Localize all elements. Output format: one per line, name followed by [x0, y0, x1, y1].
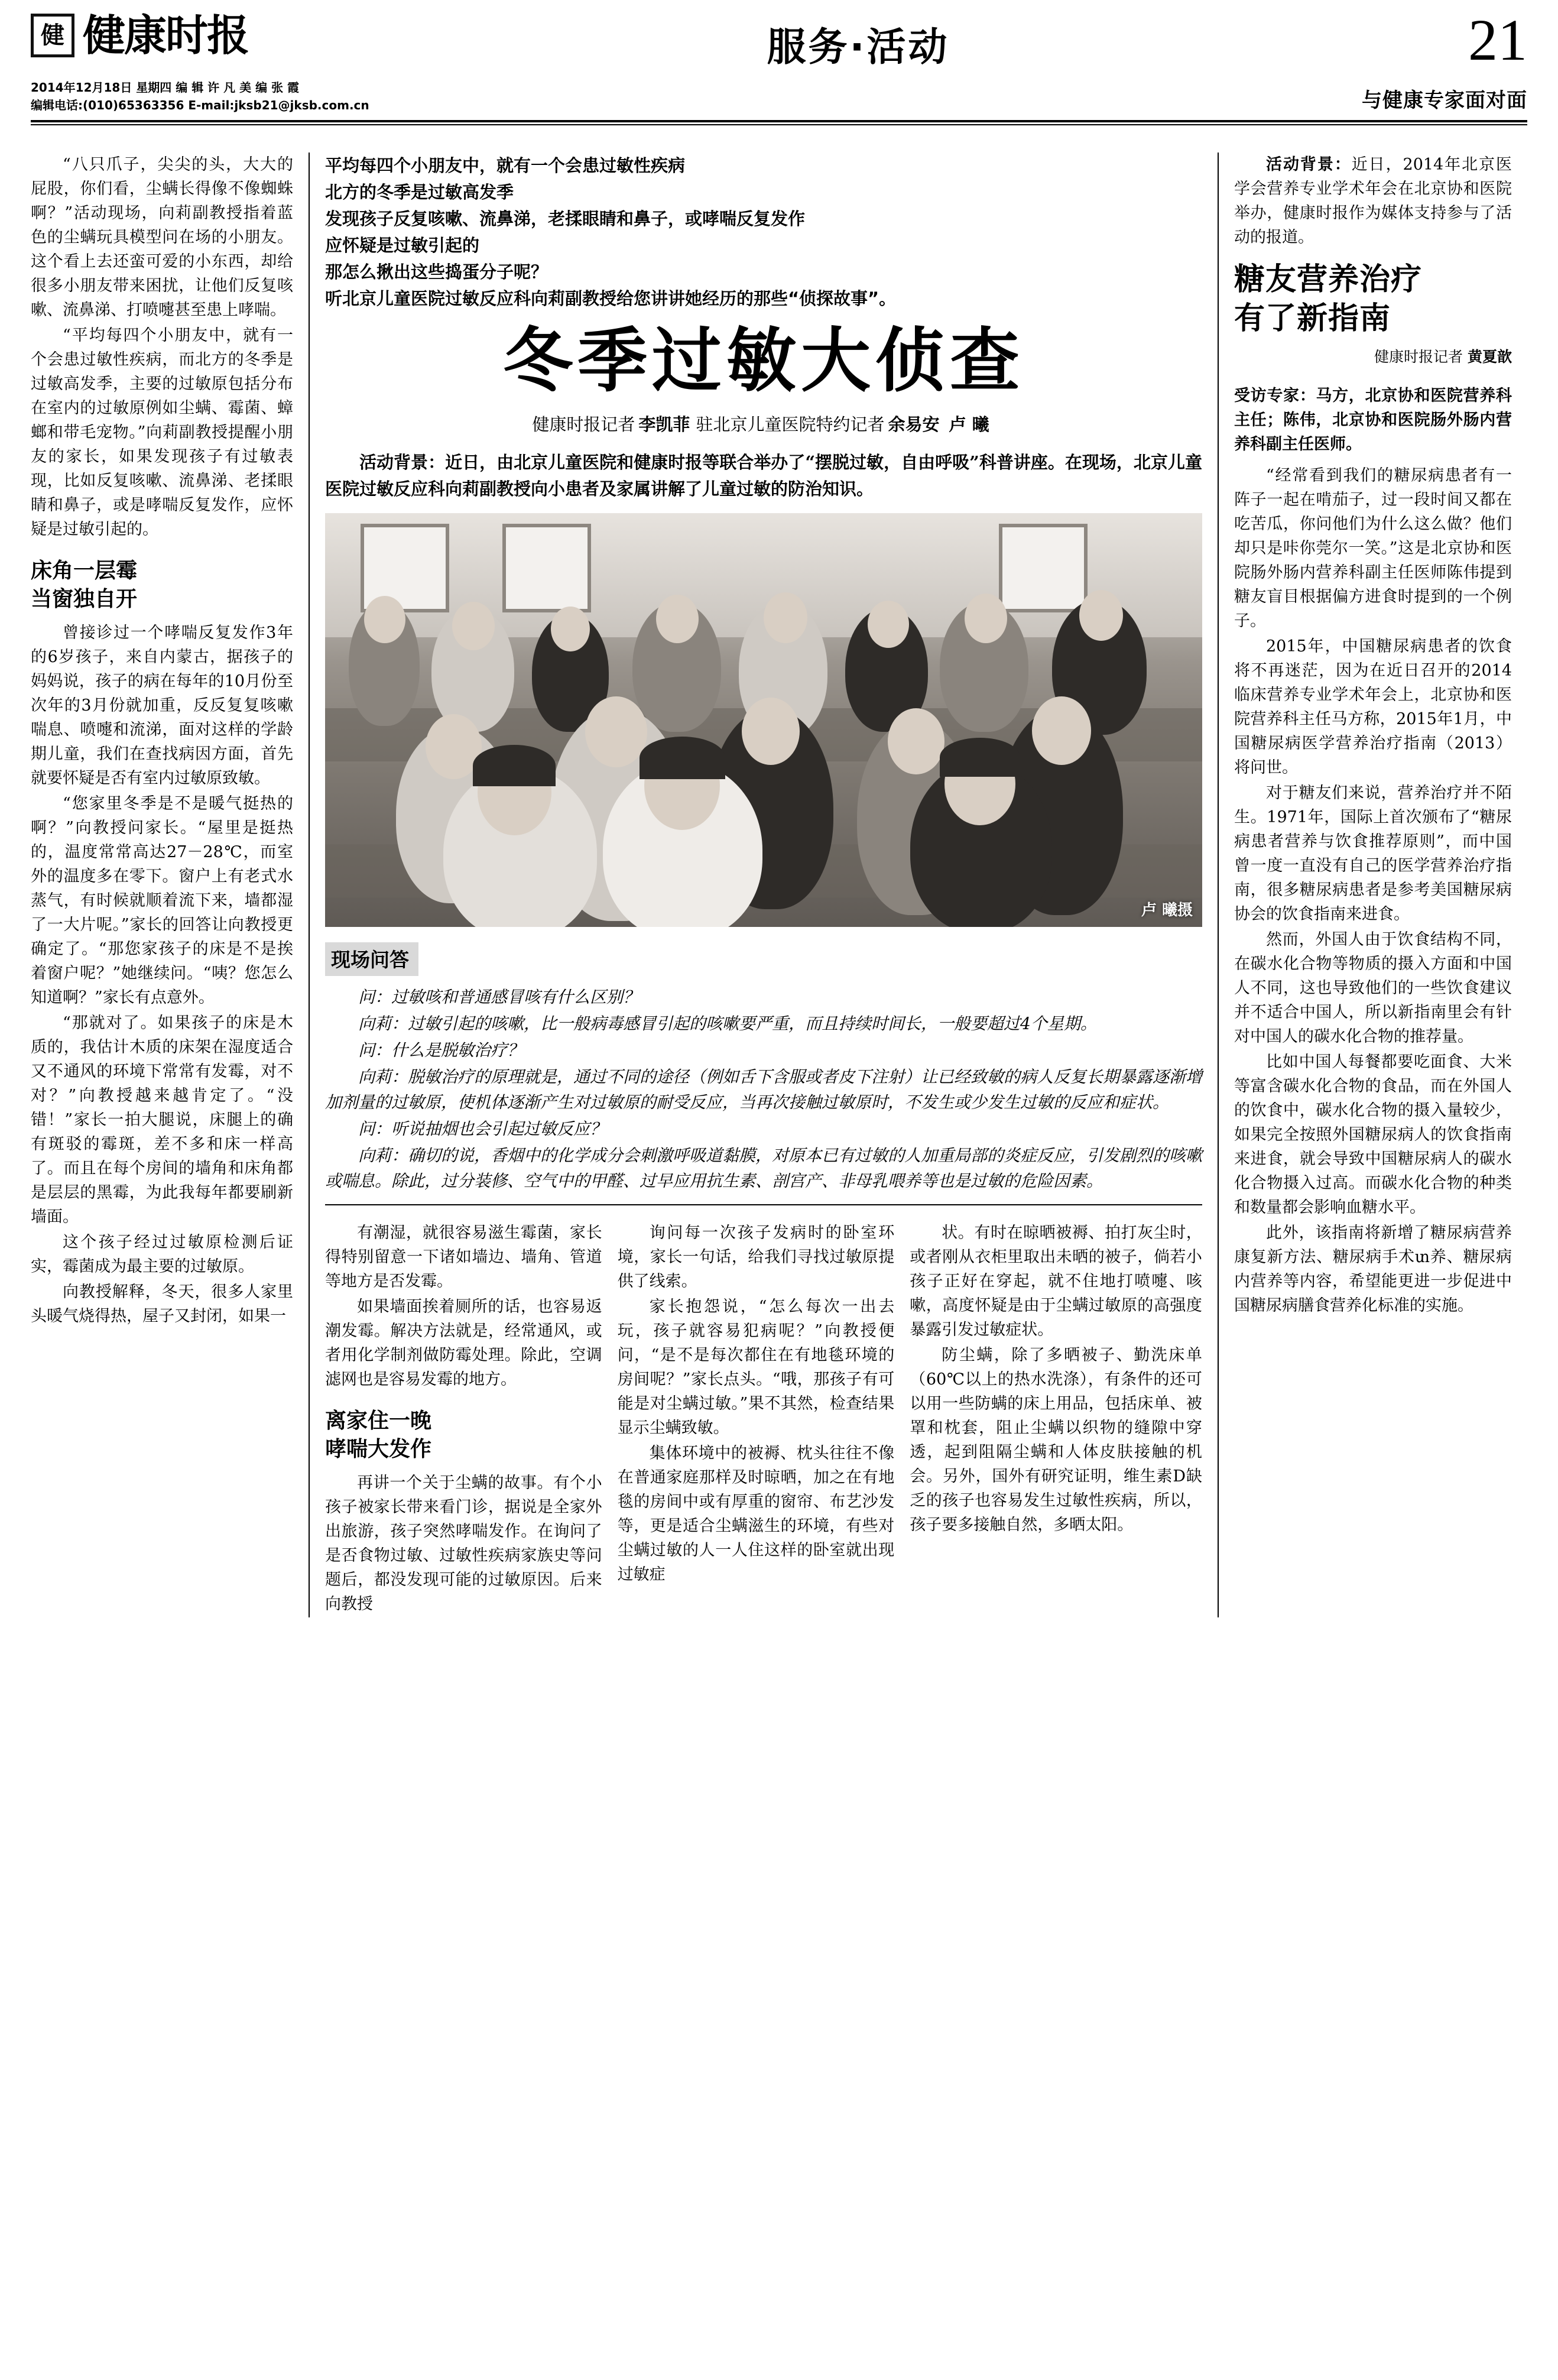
continuation-subheading [325, 1407, 602, 1464]
left-paragraph: “那就对了。如果孩子的床是木质的，我估计木质的床架在湿度适合又不通风的环境下常常有发霉，对不对？”向教授越来越肯定了。“没错！”家长一拍大腿说，床腿上的确有斑驳的霉斑，差不多和床一样高了。而且在每个房间的墙角和床角都是层层的黑霉，为此我每年都要刷新墙面。 [31, 1014, 293, 1226]
article-deck [325, 153, 1202, 312]
continuation-paragraph: 再讲一个关于尘螨的故事。有个小孩子被家长带来看门诊，据说是全家外出旅游，孩子突然哮喘发作。在询问了是否食物过敏、过敏性疾病家族史等问题后，都没发现可能的过敏原因。后来向教授 [325, 1474, 602, 1613]
left-paragraph: “平均每四个小朋友中，就有一个会患过敏性疾病，而北方的冬季是过敏高发季，主要的过敏原包括分布在室内的过敏原例如尘螨、霉菌、蟑螂和带毛宠物。”向莉副教授提醒小朋友的家长，如果发现孩子有过敏表现，比如反复咳嗽、流鼻涕、老揉眼睛和鼻子，或是哮喘反复发作，应怀疑是过敏引起的。 [31, 326, 293, 539]
qa-section-heading: 现场问答 [325, 942, 418, 976]
main-article [309, 153, 1219, 1617]
continuation-paragraph: 状。有时在晾晒被褥、拍打灰尘时，或者刚从衣柜里取出未晒的被子，倘若小孩子正好在穿起，就不住地打喷嚏、咳嗽，高度怀疑是由于尘螨过敏原的高强度暴露引发过敏症状。 [910, 1224, 1202, 1339]
sidebar-paragraph: 比如中国人每餐都要吃面食、大米等富含碳水化合物的食品，而在外国人的饮食中，碳水化合物的摄入量较少，如果完全按照外国糖尿病人的饮食指南来进食，就会导致中国糖尿病人的碳水化合物摄入过高。而碳水化合物的种类和数量都会影响血糖水平。 [1234, 1053, 1512, 1217]
sidebar-lede-label: 活动背景： [1266, 155, 1352, 174]
masthead [0, 0, 1558, 137]
right-column [1219, 153, 1512, 1617]
sidebar-expert [1234, 384, 1512, 456]
left-paragraph: 这个孩子经过过敏原检测后证实，霉菌成为最主要的过敏原。 [31, 1233, 293, 1276]
masthead-rule [31, 120, 1527, 122]
continuation-subheading-line1: 离家住一晚 [325, 1409, 432, 1433]
left-paragraph: “八只爪子，尖尖的头，大大的屁股，你们看，尘螨长得像不像蜘蛛啊？”活动现场，向莉副教授指着蓝色的尘螨玩具模型问在场的小朋友。这个看上去还蛮可爱的小东西，却给很多小朋友带来困扰，让他们反复咳嗽、流鼻涕、打喷嚏甚至患上哮喘。 [31, 155, 293, 319]
continuation-column-1 [325, 1221, 618, 1617]
masthead-bottom-row [31, 79, 1527, 114]
sidebar-headline [1234, 260, 1512, 338]
sidebar-lede-text: 近日，2014年北京医学会营养专业学术年会在北京协和医院举办，健康时报作为媒体支持参与了活动的报道。 [1234, 155, 1512, 247]
photo-person-head [868, 601, 909, 648]
photo-person-head [656, 595, 699, 643]
left-column [31, 153, 309, 1617]
left-paragraph: “您家里冬季是不是暖气挺热的啊？”向教授问家长。“屋里是挺热的，温度常常高达27－28℃，而室外的温度多在零下。窗户上有老式水蒸气，有时候就顺着流下来，墙都湿了一大片呢。”家长的回答让向教授更确定了。“那您家孩子的床是不是挨着窗户呢？”她继续问。“咦？您怎么知道啊？”家长有点意外。 [31, 795, 293, 1007]
byline-author-3: 卢 曦 [949, 414, 989, 435]
issue-date-editors: 2014年12月18日 星期四 编 辑 许 凡 美 编 张 霞 [31, 80, 299, 95]
deck-line: 发现孩子反复咳嗽、流鼻涕，老揉眼睛和鼻子，或哮喘反复发作 [325, 209, 806, 229]
sidebar-paragraph: 此外，该指南将新增了糖尿病营养康复新方法、糖尿病手术տ养、糖尿病内营养等内容，希望能更进一步促进中国糖尿病膳食营养化标准的实施。 [1234, 1224, 1512, 1315]
left-paragraph: 曾接诊过一个哮喘反复发作3年的6岁孩子，来自内蒙古，据孩子的妈妈说，孩子的病在每年的10月份至次年的3月份就加重，反反复复咳嗽喘息、喷嚏和流涕，面对这样的学龄期儿童，我们在查找病因方面，首先就要怀疑是否有室内过敏原致敏。 [31, 624, 293, 787]
photo-person-head [551, 607, 590, 651]
photo-window [999, 524, 1088, 612]
deck-line: 北方的冬季是过敏高发季 [325, 182, 514, 202]
section-title: 服务·活动 [767, 24, 950, 70]
sidebar-byline [1234, 346, 1512, 368]
article-photo [325, 513, 1202, 927]
sidebar-paragraph: 对于糖友们来说，营养治疗并不陌生。1971年，国际上首次颁布了“糖尿病患者营养与饮食推荐原则”，而中国曾一度一直没有自己的医学营养治疗指南，很多糖尿病患者是参考美国糖尿病协会的饮食指南来进食。 [1234, 784, 1512, 923]
editor-contact: 编辑电话:(010)65363356 E-mail:jksb21@jksb.com.cn [31, 98, 369, 112]
continuation-paragraph: 有潮湿，就很容易滋生霉菌，家长得特别留意一下诸如墙边、墙角、管道等地方是否发霉。 [325, 1224, 602, 1290]
photo-person-head [742, 698, 800, 765]
sidebar-byline-label: 健康时报记者 [1374, 348, 1463, 365]
continuation-paragraph: 家长抱怨说，“怎么每次一出去玩，孩子就容易犯病呢？”向教授便问，“是不是每次都住在有地毯环境的房间呢？”家长点头。“哦，那孩子有可能是对尘螨过敏。”果不其然，检查结果显示尘螨致敏。 [617, 1298, 895, 1437]
left-paragraph: 向教授解释，冬天，很多人家里头暖气烧得热，屋子又封闭，如果一 [31, 1283, 293, 1325]
deck-line: 那怎么揪出这些捣蛋分子呢？ [325, 262, 548, 282]
article-byline [325, 413, 1202, 436]
photo-credit: 卢 曦摄 [1141, 902, 1193, 919]
article-lede [325, 449, 1202, 502]
sidebar-paragraph: 然而，外国人由于饮食结构不同，在碳水化合物等物质的摄入方面和中国人不同，这也导致他们的一些饮食建议并不适合中国人，所以新指南里会有针对中国人的碳水化合物的推荐量。 [1234, 930, 1512, 1046]
sidebar-headline-line2: 有了新指南 [1234, 301, 1391, 336]
continuation-paragraph: 询问每一次孩子发病时的卧室环境，家长一句话，给我们寻找过敏原提供了线索。 [617, 1224, 895, 1290]
masthead-top-row [31, 7, 1527, 75]
page-content [0, 137, 1558, 1617]
qa-question: 问：听说抽烟也会引起过敏反应？ [358, 1119, 607, 1139]
publication-name: 健康时报 [83, 11, 249, 60]
photo-child-hair [473, 745, 556, 786]
lede-label: 活动背景： [359, 452, 446, 472]
sidebar-paragraph: “经常看到我们的糖尿病患者有一阵子一起在啃茄子，过一段时间又都在吃苦瓜，你问他们为什么这么做？他们却只是咔你莞尔一笑。”这是北京协和医院肠外肠内营养科副主任医师陈伟提到糖友盲目根据偏方进食时提到的一个例子。 [1234, 466, 1512, 630]
left-subheading [31, 557, 293, 614]
article-headline: 冬季过敏大侦查 [502, 320, 1024, 401]
continuation-paragraph: 防尘螨，除了多晒被子、勤洗床单（60℃以上的热水洗涤），有条件的还可以用一些防螨的床上用品，包括床单、被罩和枕套，阻止尘螨以织物的缝隙中穿透，起到阻隔尘螨和人体皮肤接触的机会。另外，国外有研究证明，维生素D缺乏的孩子也容易发生过敏性疾病，所以，孩子要多接触自然，多晒太阳。 [910, 1346, 1202, 1534]
deck-line: 平均每四个小朋友中，就有一个会患过敏性疾病 [325, 155, 686, 176]
photo-child-hair [640, 737, 725, 779]
deck-line: 听北京儿童医院过敏反应科向莉副教授给您讲讲她经历的那些“侦探故事”。 [325, 288, 897, 309]
continuation-paragraph: 集体环境中的被褥、枕头往往不像在普通家庭那样及时晾晒，加之在有地毯的房间中或有厚重的窗帘、布艺沙发等，更是适合尘螨滋生的环境，有些对尘螨过敏的人一人住这样的卧室就出现过敏症 [617, 1444, 895, 1584]
byline-author-1: 李凯菲 [638, 414, 690, 435]
photo-person-head [585, 696, 647, 767]
section-tagline: 与健康专家面对面 [1362, 89, 1527, 112]
continuation-column-2 [618, 1221, 910, 1617]
photo-person-head [1032, 696, 1091, 765]
left-subheading-line1: 床角一层霉 [31, 559, 138, 583]
qa-answer: 向莉：过敏引起的咳嗽，比一般病毒感冒引起的咳嗽要严重，而且持续时间长，一般要超过4个星期。 [358, 1014, 1097, 1033]
masthead-rule-thin [31, 124, 1527, 125]
section-divider [325, 1204, 1202, 1205]
sidebar-paragraph: 2015年，中国糖尿病患者的饮食将不再迷茫，因为在近日召开的2014临床营养专业学术年会上，北京协和医院营养科主任马方称，2015年1月，中国糖尿病医学营养治疗指南（2013）将问世。 [1234, 637, 1512, 777]
continuation-column-3 [910, 1221, 1202, 1617]
qa-question: 问：什么是脱敏治疗？ [358, 1040, 524, 1060]
left-subheading-line2: 当窗独自开 [31, 587, 138, 611]
photo-person-head [888, 708, 944, 774]
continuation-subheading-line2: 哮喘大发作 [325, 1437, 432, 1461]
qa-answer: 向莉：确切的说，香烟中的化学成分会刺激呼吸道黏膜，对原本已有过敏的人加重局部的炎症反应，引发剧烈的咳嗽或喘息。除此，过分装修、空气中的甲醛、过早应用抗生素、剖宫产、非母乳喂养等也是过敏的危险因素。 [325, 1146, 1203, 1191]
sidebar-headline-line1: 糖友营养治疗 [1234, 262, 1423, 297]
sidebar-lede [1234, 153, 1512, 249]
continuation-paragraph: 如果墙面挨着厕所的话，也容易返潮发霉。解决方法就是，经常通风，或者用化学制剂做防霉处理。除此，空调滤网也是容易发霉的地方。 [325, 1298, 602, 1389]
photo-person-head [1079, 590, 1123, 641]
sidebar-expert-label: 受访专家： [1234, 387, 1316, 405]
photo-person-head [764, 592, 807, 643]
lede-text: 近日，由北京儿童医院和健康时报等联合举办了“摆脱过敏，自由呼吸”科普讲座。在现场，北京儿童医院过敏反应科向莉副教授向小患者及家属讲解了儿童过敏的防治知识。 [325, 452, 1202, 499]
qa-question: 问：过敏咳和普通感冒咳有什么区别？ [358, 987, 640, 1007]
byline-label-1: 健康时报记者 [532, 414, 635, 435]
publication-logo [31, 13, 248, 58]
photo-window [502, 524, 591, 612]
sidebar-byline-author: 黄夏歆 [1467, 348, 1512, 365]
issue-meta [31, 79, 369, 114]
byline-label-2: 驻北京儿童医院特约记者 [696, 414, 885, 435]
page-number: 21 [1468, 7, 1527, 73]
byline-author-2: 余易安 [888, 414, 940, 435]
photo-child-hair [940, 738, 1020, 777]
photo-person-head [364, 596, 405, 643]
logo-seal-icon: 健 [31, 14, 74, 57]
sidebar-expert-text: 马方，北京协和医院营养科主任；陈伟，北京协和医院肠外肠内营养科副主任医师。 [1234, 387, 1512, 453]
article-continuation [325, 1221, 1202, 1617]
qa-answer: 向莉：脱敏治疗的原理就是，通过不同的途径（例如舌下含服或者皮下注射）让已经致敏的病人反复长期暴露逐渐增加剂量的过敏原，使机体逐渐产生对过敏原的耐受反应，当再次接触过敏原时，不发生或少发生过敏的反应和症状。 [325, 1067, 1203, 1112]
photo-person-head [965, 594, 1007, 643]
photo-person-head [452, 602, 495, 650]
deck-line: 应怀疑是过敏引起的 [325, 235, 480, 255]
